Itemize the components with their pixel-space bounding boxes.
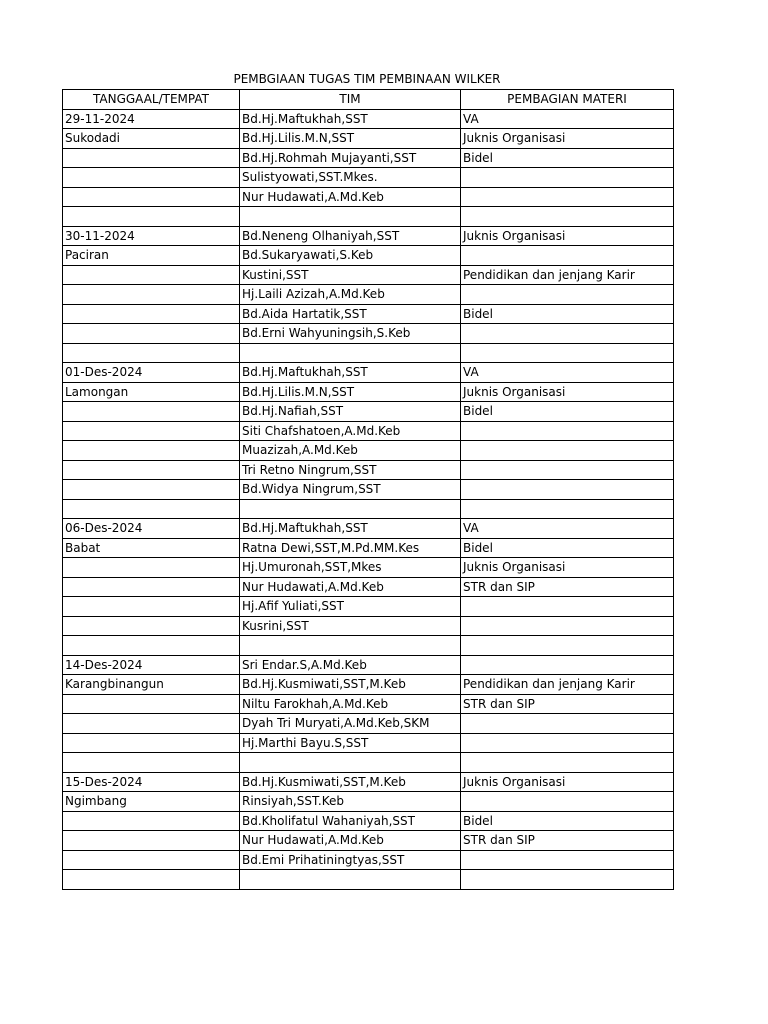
cell-date-place <box>63 831 240 851</box>
cell-date-place: Paciran <box>63 246 240 266</box>
cell-team-member: Kusrini,SST <box>240 616 461 636</box>
cell-material: Bidel <box>461 402 674 422</box>
table-row <box>63 168 674 188</box>
cell-team-member: Siti Chafshatoen,A.Md.Keb <box>240 421 461 441</box>
cell-date-place <box>63 480 240 500</box>
cell-material <box>461 733 674 753</box>
cell-material <box>461 597 674 617</box>
cell-date-place <box>63 597 240 617</box>
cell-team-member: Bd.Aida Hartatik,SST <box>240 304 461 324</box>
cell-material <box>461 616 674 636</box>
cell-team-member: Hj.Umuronah,SST,Mkes <box>240 558 461 578</box>
cell-material <box>461 343 674 363</box>
table-row <box>63 753 674 773</box>
cell-material: Bidel <box>461 811 674 831</box>
cell-material: Juknis Organisasi <box>461 772 674 792</box>
cell-date-place <box>63 753 240 773</box>
cell-team-member: Hj.Laili Azizah,A.Md.Keb <box>240 285 461 305</box>
cell-team-member: Kustini,SST <box>240 265 461 285</box>
table-row <box>63 714 674 734</box>
cell-material: Pendidikan dan jenjang Karir <box>461 675 674 695</box>
cell-material <box>461 441 674 461</box>
cell-date-place <box>63 558 240 578</box>
table-row <box>63 148 674 168</box>
table-row <box>63 421 674 441</box>
cell-team-member: Bd.Hj.Nafiah,SST <box>240 402 461 422</box>
cell-material <box>461 714 674 734</box>
cell-date-place: Ngimbang <box>63 792 240 812</box>
cell-date-place <box>63 168 240 188</box>
table-row <box>63 480 674 500</box>
table-row <box>63 792 674 812</box>
cell-material <box>461 207 674 227</box>
cell-date-place <box>63 636 240 656</box>
cell-material: Juknis Organisasi <box>461 129 674 149</box>
cell-material: STR dan SIP <box>461 694 674 714</box>
cell-team-member: Bd.Hj.Maftukhah,SST <box>240 109 461 129</box>
assignment-table <box>62 89 674 890</box>
cell-material: Juknis Organisasi <box>461 558 674 578</box>
cell-team-member <box>240 499 461 519</box>
cell-date-place <box>63 343 240 363</box>
cell-material: Juknis Organisasi <box>461 226 674 246</box>
cell-material <box>461 850 674 870</box>
table-row <box>63 187 674 207</box>
cell-date-place <box>63 187 240 207</box>
table-row <box>63 850 674 870</box>
cell-team-member: Bd.Neneng Olhaniyah,SST <box>240 226 461 246</box>
cell-team-member: Bd.Hj.Kusmiwati,SST,M.Keb <box>240 772 461 792</box>
cell-material: Bidel <box>461 148 674 168</box>
cell-date-place <box>63 850 240 870</box>
cell-team-member: Bd.Kholifatul Wahaniyah,SST <box>240 811 461 831</box>
cell-material <box>461 187 674 207</box>
table-row <box>63 636 674 656</box>
table-row <box>63 343 674 363</box>
cell-material: STR dan SIP <box>461 831 674 851</box>
table-row <box>63 382 674 402</box>
cell-date-place <box>63 441 240 461</box>
cell-team-member: Rinsiyah,SST.Keb <box>240 792 461 812</box>
cell-material <box>461 792 674 812</box>
cell-team-member: Sri Endar.S,A.Md.Keb <box>240 655 461 675</box>
table-body <box>63 109 674 889</box>
cell-team-member: Bd.Sukaryawati,S.Keb <box>240 246 461 266</box>
table-row <box>63 304 674 324</box>
cell-team-member: Sulistyowati,SST.Mkes. <box>240 168 461 188</box>
cell-material: Juknis Organisasi <box>461 382 674 402</box>
cell-date-place <box>63 421 240 441</box>
cell-team-member <box>240 753 461 773</box>
cell-material: VA <box>461 109 674 129</box>
cell-date-place <box>63 207 240 227</box>
table-row <box>63 285 674 305</box>
cell-team-member: Bd.Widya Ningrum,SST <box>240 480 461 500</box>
cell-team-member: Nur Hudawati,A.Md.Keb <box>240 577 461 597</box>
cell-material <box>461 324 674 344</box>
table-row <box>63 207 674 227</box>
table-row <box>63 129 674 149</box>
cell-date-place <box>63 577 240 597</box>
cell-date-place <box>63 616 240 636</box>
cell-date-place: 01-Des-2024 <box>63 363 240 383</box>
cell-date-place <box>63 733 240 753</box>
table-row <box>63 616 674 636</box>
header-team: TIM <box>240 90 461 110</box>
table-row <box>63 655 674 675</box>
table-row <box>63 246 674 266</box>
table-row <box>63 226 674 246</box>
table-row <box>63 402 674 422</box>
cell-material: VA <box>461 519 674 539</box>
cell-date-place: Karangbinangun <box>63 675 240 695</box>
cell-team-member: Bd.Hj.Rohmah Mujayanti,SST <box>240 148 461 168</box>
cell-team-member: Ratna Dewi,SST,M.Pd.MM.Kes <box>240 538 461 558</box>
cell-date-place <box>63 285 240 305</box>
cell-date-place: 14-Des-2024 <box>63 655 240 675</box>
cell-team-member: Tri Retno Ningrum,SST <box>240 460 461 480</box>
cell-material: STR dan SIP <box>461 577 674 597</box>
cell-material <box>461 460 674 480</box>
cell-material <box>461 870 674 890</box>
table-row <box>63 324 674 344</box>
cell-date-place: 15-Des-2024 <box>63 772 240 792</box>
table-row <box>63 265 674 285</box>
cell-date-place <box>63 304 240 324</box>
cell-date-place <box>63 402 240 422</box>
cell-team-member: Bd.Hj.Maftukhah,SST <box>240 519 461 539</box>
cell-date-place: Sukodadi <box>63 129 240 149</box>
table-row <box>63 538 674 558</box>
cell-date-place <box>63 460 240 480</box>
cell-date-place <box>63 265 240 285</box>
cell-date-place: Babat <box>63 538 240 558</box>
cell-team-member: Bd.Hj.Lilis.M.N,SST <box>240 382 461 402</box>
table-row <box>63 831 674 851</box>
cell-team-member <box>240 207 461 227</box>
cell-material <box>461 636 674 656</box>
table-row <box>63 519 674 539</box>
cell-date-place <box>63 811 240 831</box>
cell-material <box>461 753 674 773</box>
cell-team-member: Bd.Hj.Maftukhah,SST <box>240 363 461 383</box>
cell-team-member <box>240 870 461 890</box>
table-row <box>63 558 674 578</box>
cell-date-place <box>63 324 240 344</box>
cell-material <box>461 655 674 675</box>
table-row <box>63 597 674 617</box>
cell-team-member: Muazizah,A.Md.Keb <box>240 441 461 461</box>
cell-team-member: Hj.Marthi Bayu.S,SST <box>240 733 461 753</box>
cell-date-place: Lamongan <box>63 382 240 402</box>
cell-material <box>461 285 674 305</box>
cell-team-member: Bd.Hj.Lilis.M.N,SST <box>240 129 461 149</box>
cell-team-member: Bd.Emi Prihatiningtyas,SST <box>240 850 461 870</box>
cell-team-member: Nur Hudawati,A.Md.Keb <box>240 831 461 851</box>
table-row <box>63 870 674 890</box>
cell-team-member: Hj.Afif Yuliati,SST <box>240 597 461 617</box>
cell-team-member: Dyah Tri Muryati,A.Md.Keb,SKM <box>240 714 461 734</box>
cell-material <box>461 421 674 441</box>
header-material: PEMBAGIAN MATERI <box>461 90 674 110</box>
cell-team-member: Nur Hudawati,A.Md.Keb <box>240 187 461 207</box>
cell-date-place: 29-11-2024 <box>63 109 240 129</box>
cell-material <box>461 246 674 266</box>
cell-date-place <box>63 694 240 714</box>
table-row <box>63 694 674 714</box>
table-row <box>63 460 674 480</box>
table-row <box>63 441 674 461</box>
cell-date-place: 30-11-2024 <box>63 226 240 246</box>
table-row <box>63 363 674 383</box>
cell-date-place <box>63 499 240 519</box>
cell-date-place <box>63 714 240 734</box>
cell-date-place <box>63 870 240 890</box>
table-row <box>63 109 674 129</box>
cell-material: VA <box>461 363 674 383</box>
cell-material: Bidel <box>461 304 674 324</box>
table-row <box>63 811 674 831</box>
header-date-place: TANGGAAL/TEMPAT <box>63 90 240 110</box>
cell-material: Bidel <box>461 538 674 558</box>
cell-date-place: 06-Des-2024 <box>63 519 240 539</box>
cell-material <box>461 499 674 519</box>
cell-team-member: Bd.Hj.Kusmiwati,SST,M.Keb <box>240 675 461 695</box>
cell-material: Pendidikan dan jenjang Karir <box>461 265 674 285</box>
table-row <box>63 577 674 597</box>
table-row <box>63 499 674 519</box>
table-row <box>63 772 674 792</box>
cell-team-member: Bd.Erni Wahyuningsih,S.Keb <box>240 324 461 344</box>
cell-material <box>461 480 674 500</box>
cell-team-member: Niltu Farokhah,A.Md.Keb <box>240 694 461 714</box>
page-title: PEMBGIAAN TUGAS TIM PEMBINAAN WILKER <box>233 72 501 86</box>
table-row <box>63 733 674 753</box>
table-row <box>63 675 674 695</box>
cell-team-member <box>240 343 461 363</box>
cell-team-member <box>240 636 461 656</box>
header-row <box>63 90 674 110</box>
cell-material <box>461 168 674 188</box>
cell-date-place <box>63 148 240 168</box>
